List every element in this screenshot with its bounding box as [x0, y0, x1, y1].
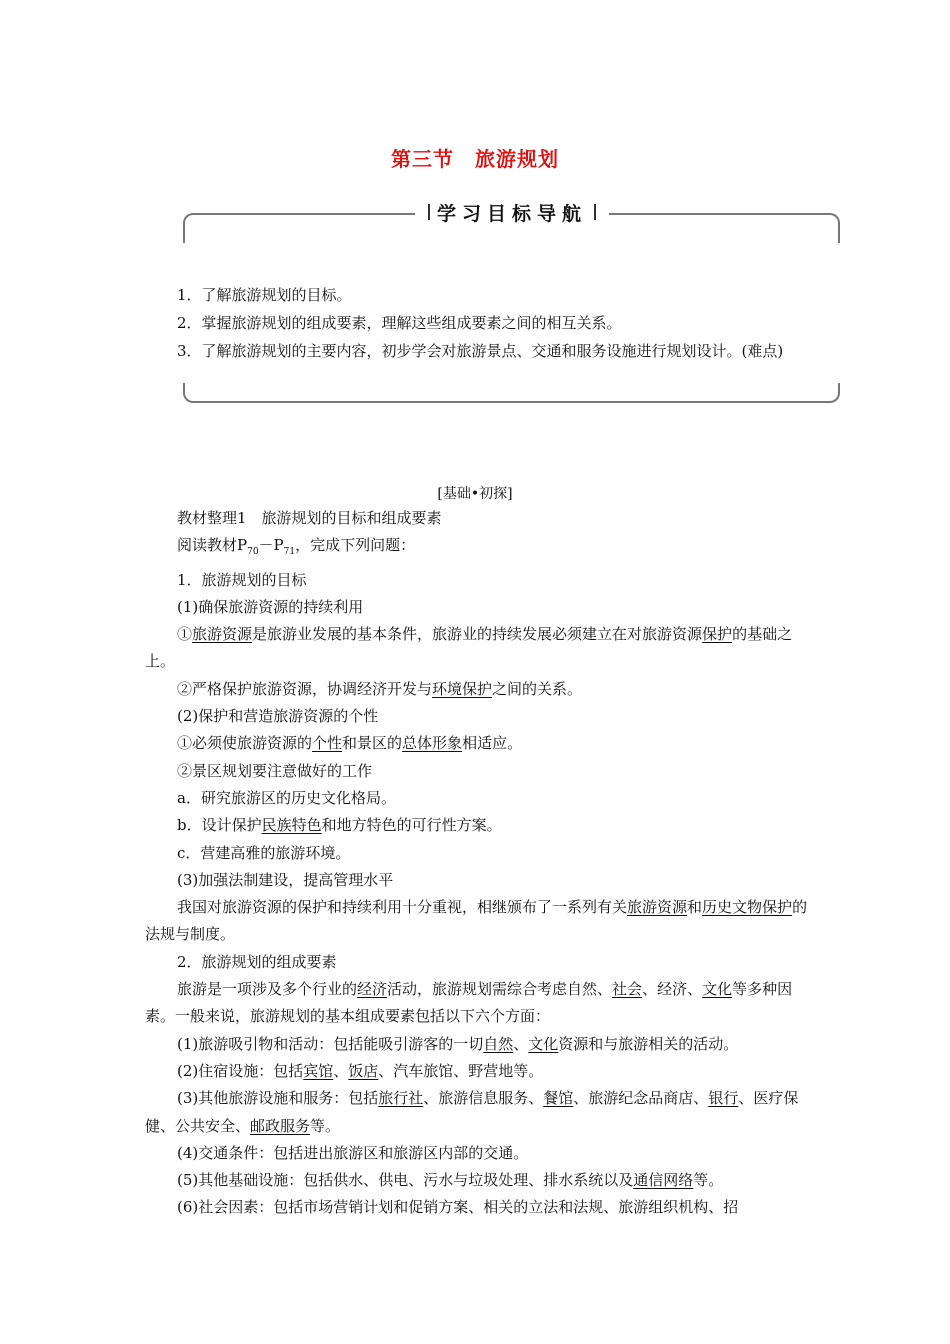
objective-item: 1．了解旅游规划的目标。 — [177, 286, 352, 304]
subheading: 1．旅游规划的目标 — [177, 570, 307, 589]
reading-instruction: 阅读教材$P_{70}-P_{71}$，完成下列问题： — [177, 536, 416, 558]
heading-bar-left — [428, 204, 430, 220]
objectives-list — [145, 281, 815, 365]
subheading: (2)保护和营造旅游资源的个性 — [177, 707, 379, 726]
paragraph: a．研究旅游区的历史文化格局。 — [177, 788, 396, 807]
subheading: (1)确保旅游资源的持续利用 — [177, 597, 364, 616]
paragraph: (6)社会因素：包括市场营销计划和促销方案、相关的立法和法规、旅游组织机构、招 — [177, 1198, 739, 1217]
objective-item: 3．了解旅游规划的主要内容，初步学会对旅游景点、交通和服务设施进行规划设计。(难点) — [177, 342, 784, 360]
page-title: 第三节 旅游规划 — [391, 147, 559, 171]
paragraph: c．营建高雅的旅游环境。 — [177, 843, 351, 862]
body-text — [145, 505, 810, 1222]
paragraph: (4)交通条件：包括进出旅游区和旅游区内部的交通。 — [177, 1143, 529, 1162]
paragraph: (5)其他基础设施：包括供水、供电、污水与垃圾处理、排水系统以及通信网络等。 — [177, 1171, 724, 1190]
paragraph: b．设计保护民族特色和地方特色的可行性方案。 — [177, 816, 502, 835]
paragraph: ②严格保护旅游资源，协调经济开发与环境保护之间的关系。 — [177, 679, 583, 698]
subheading: (3)加强法制建设，提高管理水平 — [177, 870, 394, 889]
paragraph: 旅游是一项涉及多个行业的经济活动，旅游规划需综合考虑自然、社会、经济、文化等多种因素。一般来说，旅游规划的基本组成要素包括以下六个方面： — [145, 980, 793, 1026]
paragraph: ①必须使旅游资源的个性和景区的总体形象相适应。 — [177, 734, 523, 753]
objectives-heading — [415, 199, 609, 225]
paragraph: ②景区规划要注意做好的工作 — [177, 761, 373, 780]
paragraph: 我国对旅游资源的保护和持续利用十分重视，相继颁布了一系列有关旅游资源和历史文物保护的法规与制度。 — [145, 898, 808, 944]
material-heading: 教材整理1 旅游规划的目标和组成要素 — [177, 509, 442, 527]
subheading: 2．旅游规划的组成要素 — [177, 952, 337, 971]
paragraph: (3)其他旅游设施和服务：包括旅行社、旅游信息服务、餐馆、旅游纪念品商店、银行、医疗保健、公共安全、邮政服务等。 — [145, 1089, 799, 1135]
heading-bar-right — [594, 204, 596, 220]
objective-item: 2．掌握旅游规划的组成要素，理解这些组成要素之间的相互关系。 — [177, 314, 622, 332]
objectives-frame-bottom — [183, 383, 840, 403]
paragraph: (2)住宿设施：包括宾馆、饭店、汽车旅馆、野营地等。 — [177, 1061, 544, 1080]
paragraph: ①旅游资源是旅游业发展的基本条件，旅游业的持续发展必须建立在对旅游资源保护的基础之上。 — [145, 625, 793, 671]
objectives-heading-text: 学习目标导航 — [437, 202, 588, 225]
paragraph: (1)旅游吸引物和活动：包括能吸引游客的一切自然、文化资源和与旅游相关的活动。 — [177, 1034, 739, 1053]
section-heading: [基础•初探] — [437, 486, 513, 502]
